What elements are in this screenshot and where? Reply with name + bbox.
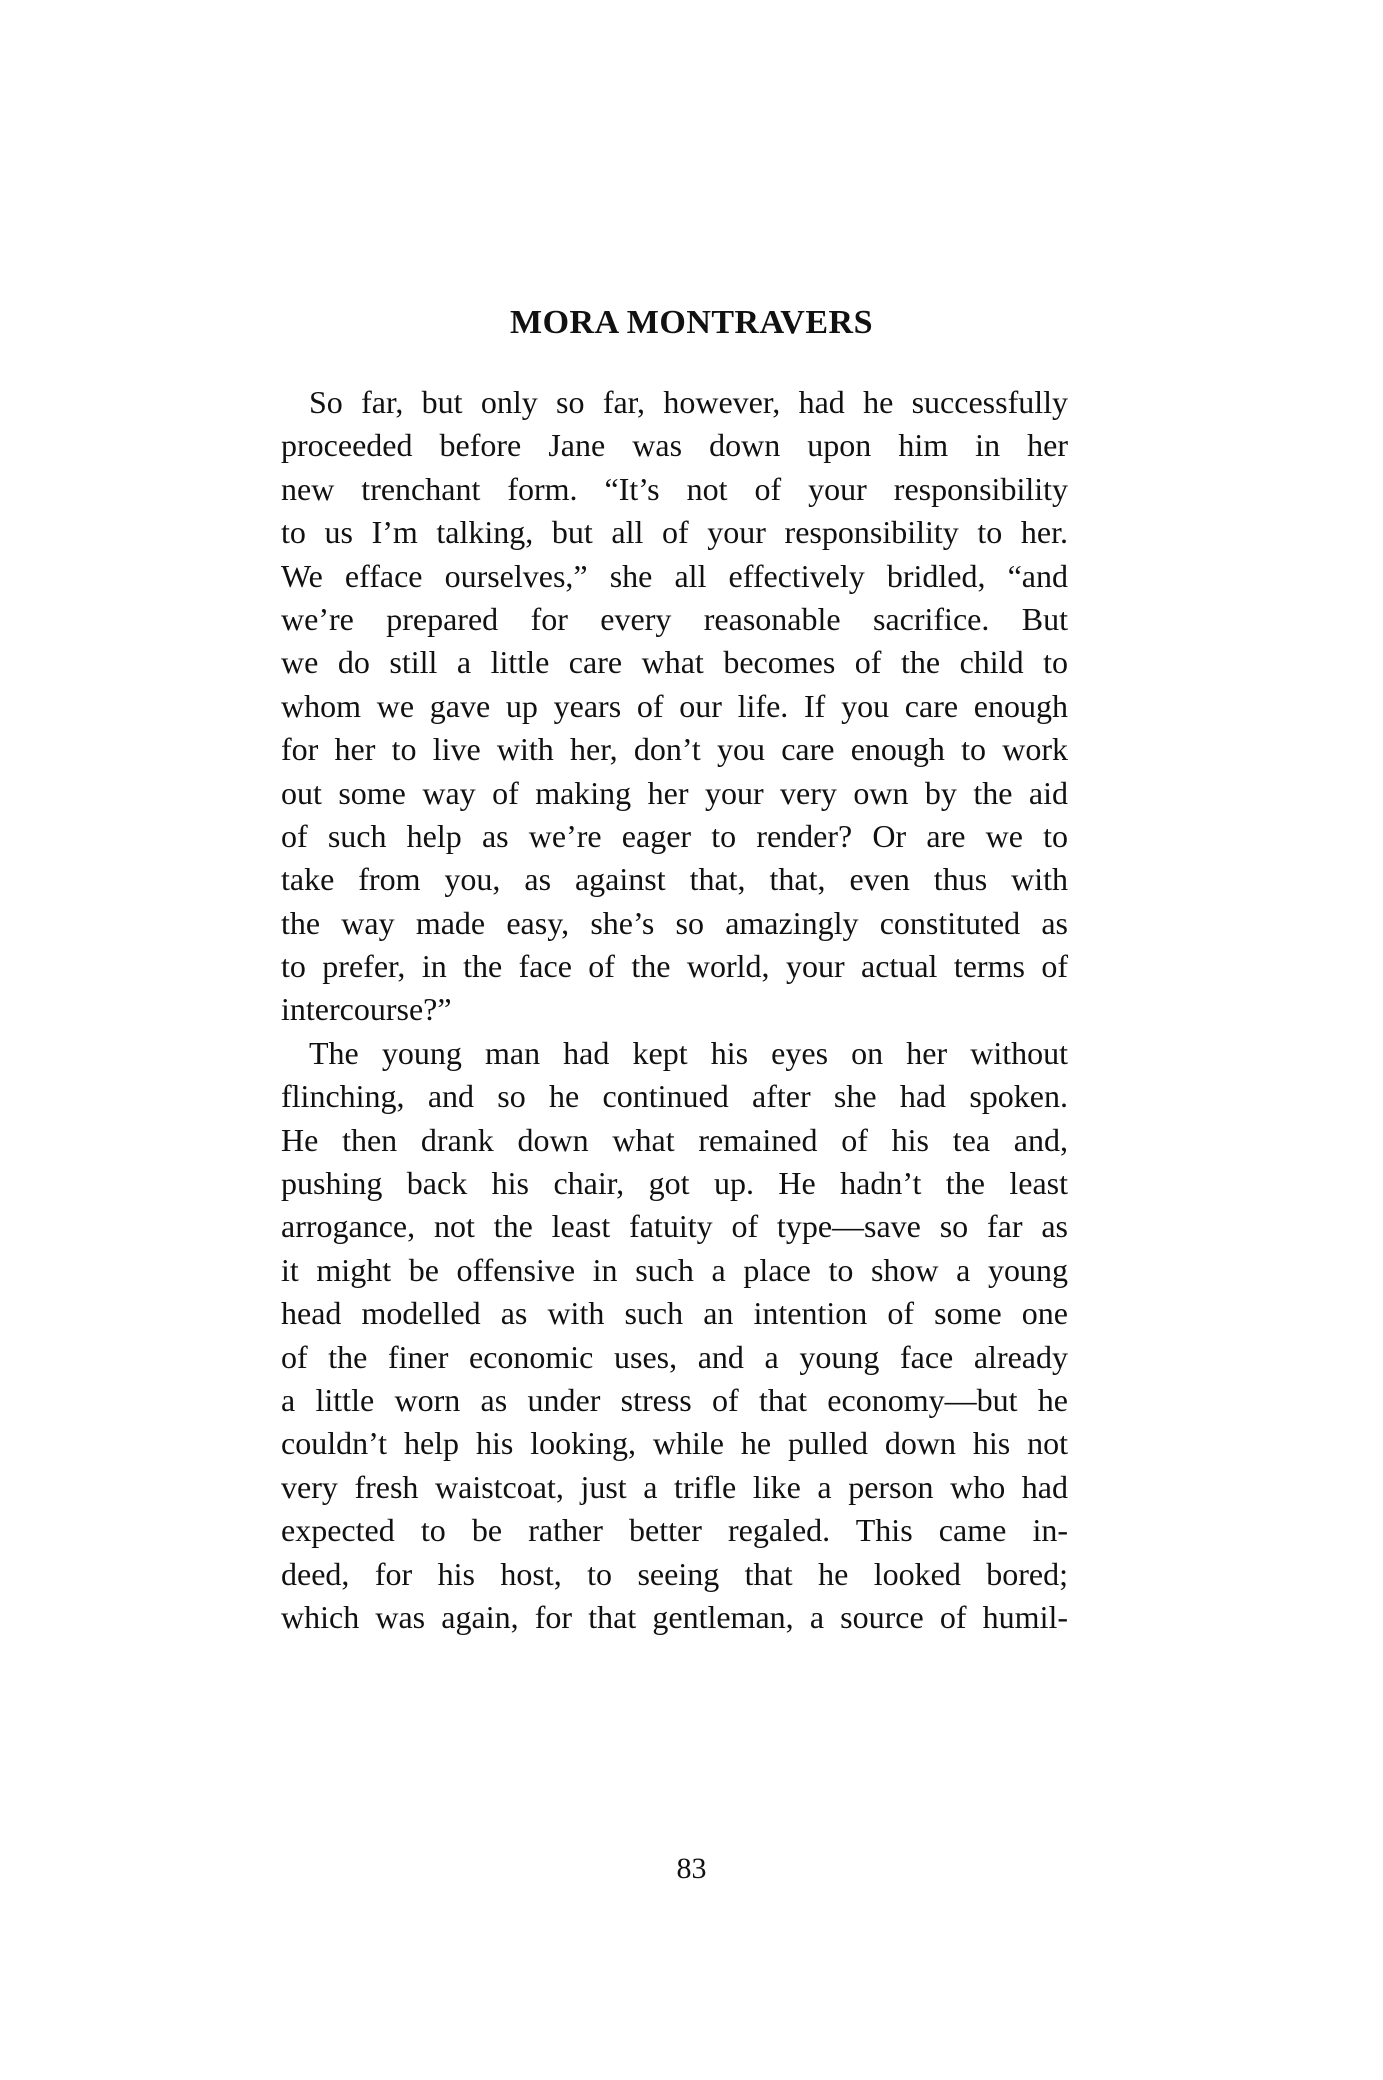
text-line: to prefer, in the face of the world, your actual terms of: [281, 948, 1068, 985]
text-line: expected to be rather better regaled. This came in-: [281, 1512, 1068, 1549]
text-line: we do still a little care what becomes of the child to: [281, 644, 1068, 681]
text-line: flinching, and so he continued after she had spoken.: [281, 1078, 1068, 1115]
paragraph: [281, 381, 1068, 1032]
text-line: couldn’t help his looking, while he pulled down his not: [281, 1425, 1068, 1462]
text-line: very fresh waistcoat, just a trifle like a person who had: [281, 1468, 1068, 1505]
text-line: The young man had kept his eyes on her without: [309, 1034, 1068, 1071]
text-line: a little worn as under stress of that economy—but he: [281, 1381, 1068, 1418]
text-line: So far, but only so far, however, had he successfully: [309, 384, 1068, 420]
page-number: 83: [676, 1852, 707, 1885]
text-line: it might be offensive in such a place to show a young: [281, 1251, 1068, 1288]
text-line: whom we gave up years of our life. If you care enough: [281, 687, 1068, 724]
text-line: we’re prepared for every reasonable sacrifice. But: [281, 600, 1068, 637]
text-line: head modelled as with such an intention of some one: [281, 1295, 1068, 1332]
text-line: out some way of making her your very own by the aid: [281, 774, 1068, 811]
text-line: deed, for his host, to seeing that he looked bored;: [281, 1555, 1068, 1592]
text-line: We efface ourselves,” she all effectively bridled, “and: [281, 557, 1068, 594]
text-line: intercourse?”: [281, 991, 452, 1028]
text-line: pushing back his chair, got up. He hadn’t the least: [281, 1165, 1068, 1202]
body-text: [281, 381, 1068, 1639]
text-line: of the finer economic uses, and a young face already: [281, 1338, 1068, 1375]
text-line: which was again, for that gentleman, a source of humil-: [281, 1598, 1068, 1635]
paragraph: [281, 1032, 1068, 1639]
text-line: for her to live with her, don’t you care enough to work: [281, 731, 1068, 768]
text-line: the way made easy, she’s so amazingly constituted as: [281, 904, 1068, 941]
text-line: arrogance, not the least fatuity of type—save so far as: [281, 1208, 1068, 1245]
text-line: proceeded before Jane was down upon him in her: [281, 427, 1068, 464]
text-line: to us I’m talking, but all of your responsibility to her.: [281, 514, 1068, 551]
text-line: new trenchant form. “It’s not of your responsibility: [281, 470, 1068, 507]
text-line: of such help as we’re eager to render? Or are we to: [281, 817, 1068, 854]
running-head: MORA MONTRAVERS: [510, 304, 873, 341]
text-line: He then drank down what remained of his tea and,: [281, 1121, 1068, 1158]
text-line: take from you, as against that, that, even thus with: [281, 861, 1068, 898]
